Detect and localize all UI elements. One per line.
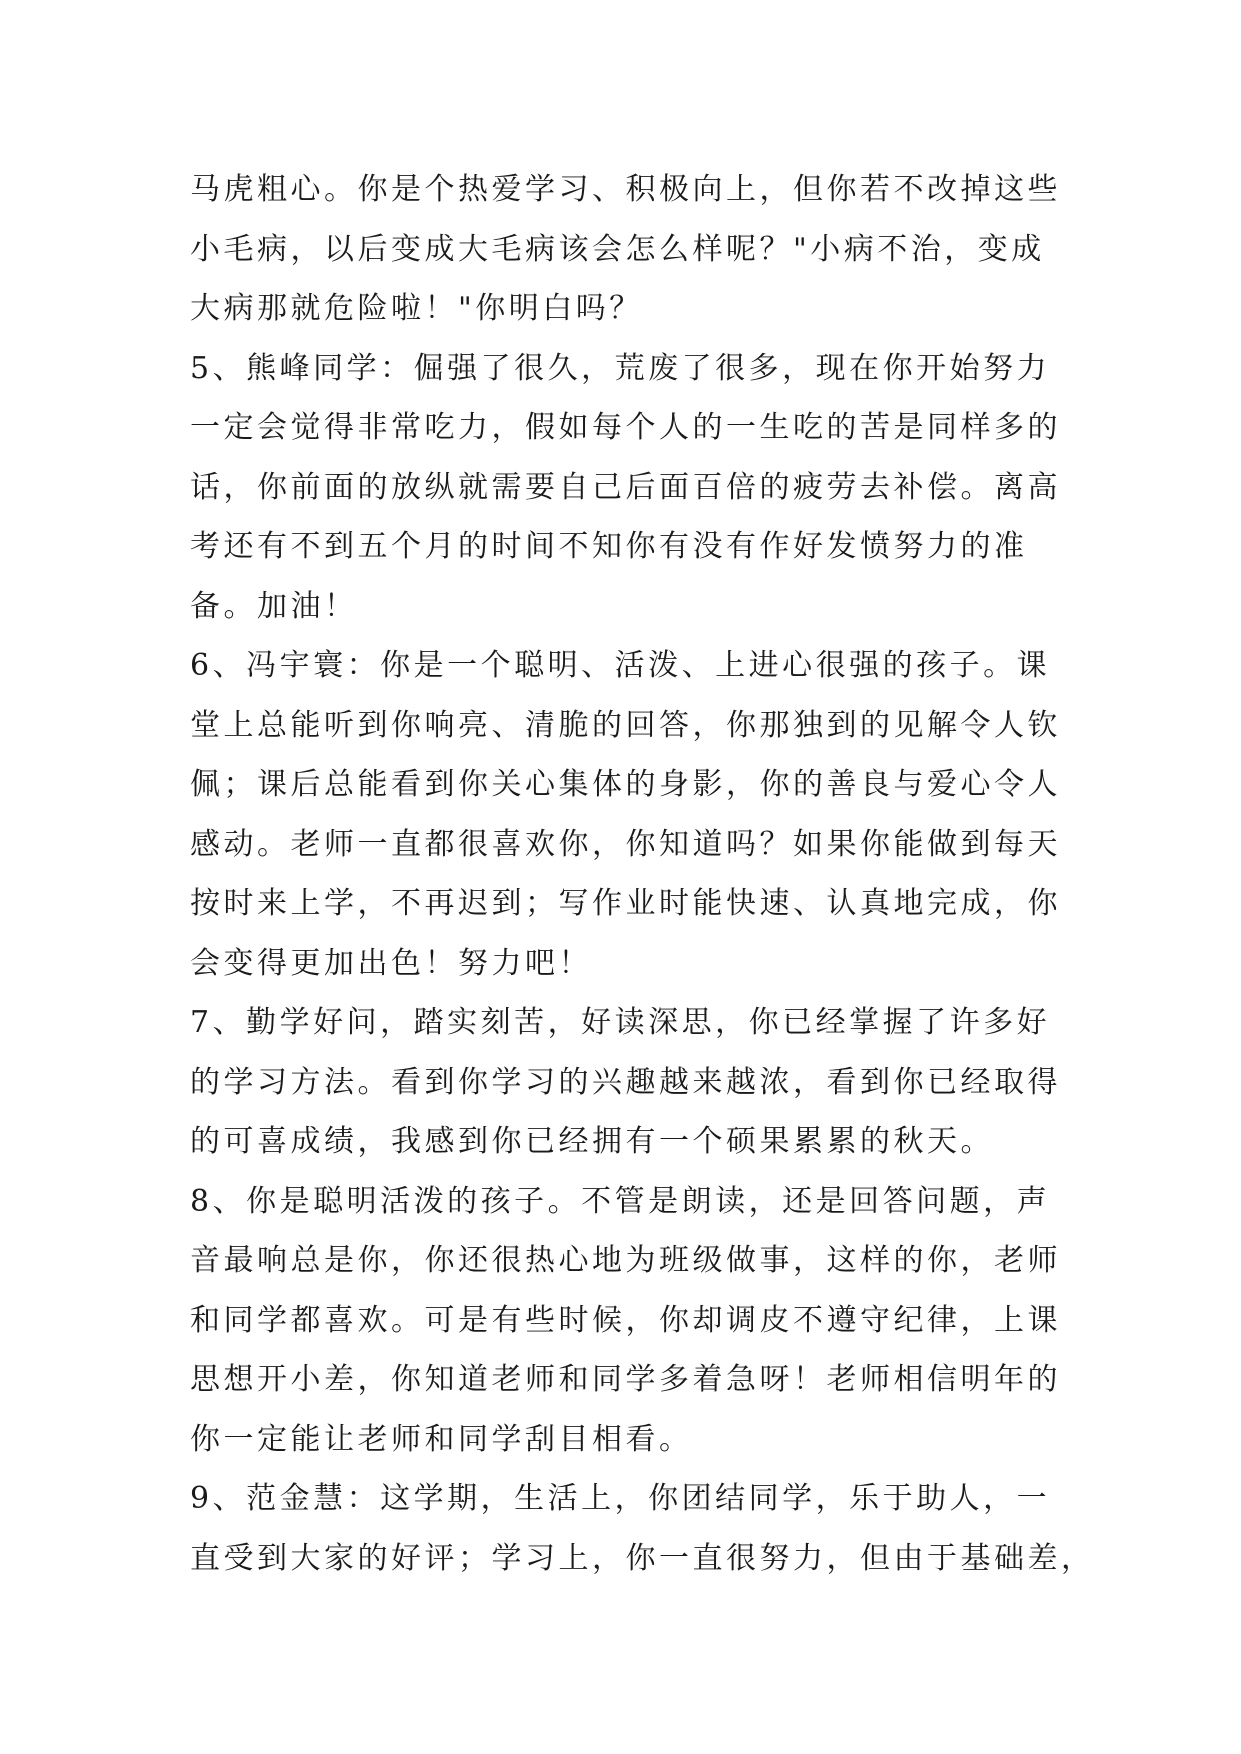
text-line: 直受到大家的好评；学习上，你一直很努力，但由于基础差，	[190, 1540, 1095, 1576]
text-line: 思想开小差，你知道老师和同学多着急呀！老师相信明年的	[190, 1362, 1061, 1397]
text-line: 堂上总能听到你响亮、清脆的回答，你那独到的见解令人钦	[190, 707, 1061, 743]
paragraph-item-9	[190, 1469, 1095, 1588]
text-line: 音最响总是你，你还很热心地为班级做事，这样的你，老师	[190, 1243, 1061, 1278]
text-line: 话，你前面的放纵就需要自己后面百倍的疲劳去补偿。离高	[190, 469, 1061, 505]
document-body	[190, 160, 1095, 1588]
text-line: 小毛病，以后变成大毛病该会怎么样呢？"小病不治，变成	[190, 231, 1045, 267]
text-line: 按时来上学，不再迟到；写作业时能快速、认真地完成，你	[190, 886, 1061, 921]
text-line: 8、你是聪明活泼的孩子。不管是朗读，还是回答问题，声	[190, 1183, 1051, 1219]
text-line: 一定会觉得非常吃力，假如每个人的一生吃的苦是同样多的	[190, 410, 1061, 445]
text-line: 5、熊峰同学：倔强了很久，荒废了很多，现在你开始努力	[190, 350, 1051, 386]
paragraph-item-8	[190, 1172, 1060, 1470]
text-line: 考还有不到五个月的时间不知你有没有作好发愤努力的准	[190, 529, 1028, 564]
text-line: 6、冯宇寰：你是一个聪明、活泼、上进心很强的孩子。课	[190, 648, 1051, 683]
text-line: 佩；课后总能看到你关心集体的身影，你的善良与爱心令人	[190, 767, 1061, 802]
text-line: 7、勤学好问，踏实刻苦，好读深思，你已经掌握了许多好	[190, 1005, 1051, 1040]
text-line: 感动。老师一直都很喜欢你，你知道吗？如果你能做到每天	[190, 826, 1061, 862]
paragraph-item-5	[190, 339, 1060, 637]
text-line: 马虎粗心。你是个热爱学习、积极向上，但你若不改掉这些	[190, 172, 1061, 207]
text-line: 和同学都喜欢。可是有些时候，你却调皮不遵守纪律，上课	[190, 1302, 1061, 1338]
text-line: 备。加油！	[190, 588, 358, 624]
text-line: 的学习方法。看到你学习的兴趣越来越浓，看到你已经取得	[190, 1064, 1061, 1100]
text-line: 的可喜成绩，我感到你已经拥有一个硕果累累的秋天。	[190, 1124, 994, 1159]
paragraph-item-7	[190, 993, 1060, 1172]
text-line: 9、范金慧：这学期，生活上，你团结同学，乐于助人，一	[190, 1481, 1051, 1516]
text-line: 你一定能让老师和同学刮目相看。	[190, 1421, 693, 1457]
text-line: 大病那就危险啦！"你明白吗？	[190, 291, 643, 326]
paragraph-item-6	[190, 636, 1060, 993]
text-line: 会变得更加出色！努力吧！	[190, 945, 592, 981]
paragraph-continuation	[190, 160, 1060, 339]
